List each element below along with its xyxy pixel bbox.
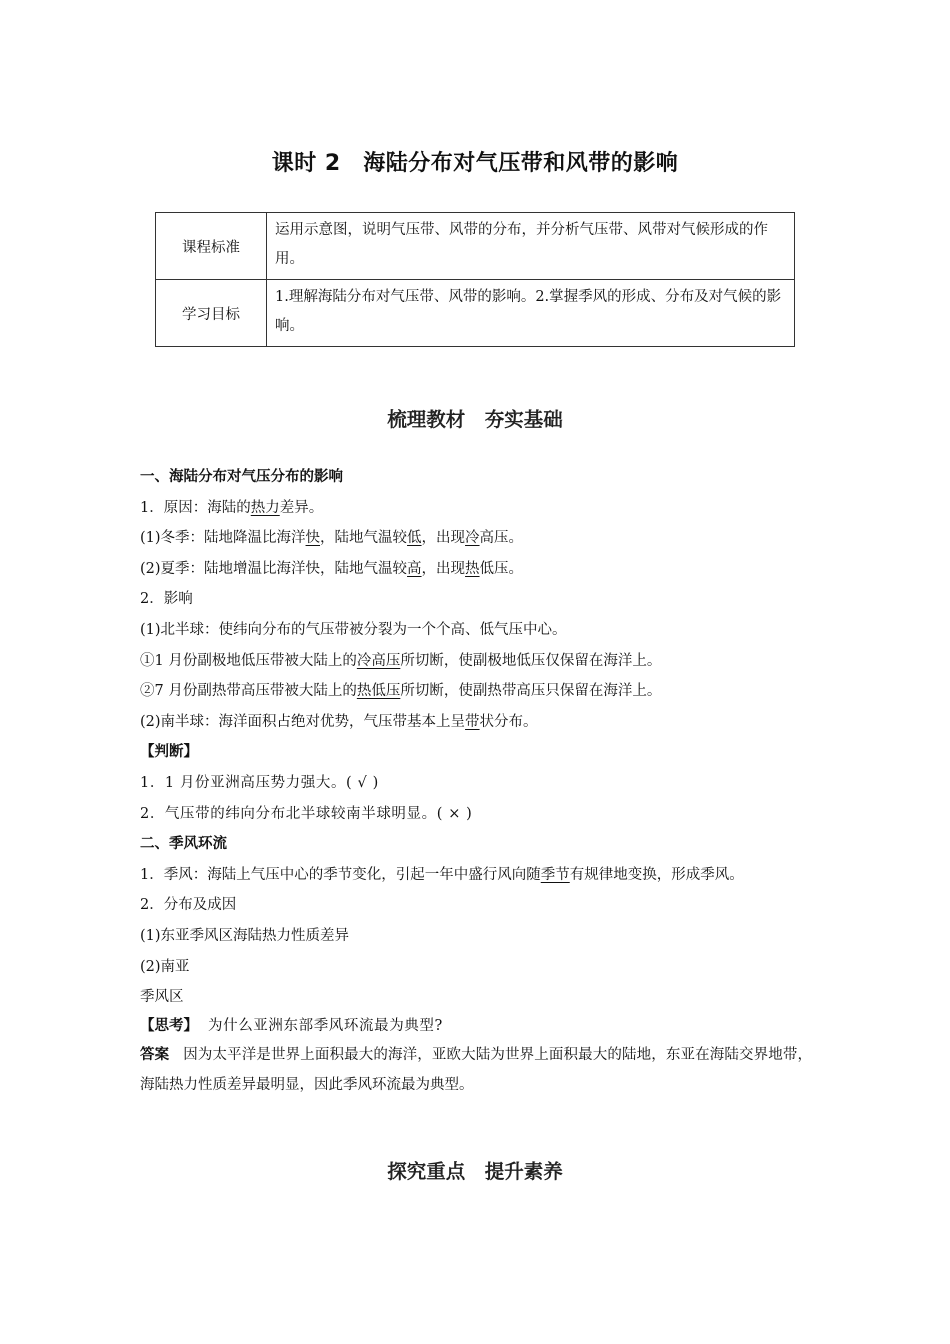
impact-heading: 2．影响	[140, 591, 193, 608]
july-line	[140, 676, 812, 707]
east-asia-line: (1)东亚季风区海陆热力性质差异	[140, 927, 350, 944]
judge-item-2: 2．气压带的纬向分布北半球较南半球明显。( × )	[140, 805, 473, 822]
answer-blank: 热力	[250, 499, 280, 516]
answer-blank: 快	[305, 530, 321, 547]
answer-blank: 高	[407, 560, 422, 577]
answer-blank: 带	[465, 713, 480, 730]
think-label: 【思考】	[140, 1017, 198, 1034]
text-run: (2)夏季：陆地增温比海洋快，陆地气温较	[140, 560, 408, 577]
think-line	[140, 1013, 812, 1040]
standards-table	[155, 212, 795, 347]
text-run: 状分布。	[479, 713, 538, 730]
answer-blank: 热	[465, 560, 480, 577]
text-run: (1)冬季：陆地降温比海洋	[140, 530, 306, 547]
judge-item-1: 1．1 月份亚洲高压势力强大。( √ )	[140, 774, 379, 791]
text-run: ，出现	[421, 530, 466, 547]
distribution-heading: 2．分布及成因	[140, 897, 237, 914]
answer-paragraph	[140, 1040, 812, 1101]
learning-goal-row	[156, 280, 795, 347]
course-standard-label: 课程标准	[156, 213, 267, 280]
text-run: (2)南半球：海洋面积占绝对优势，气压带基本上呈	[140, 713, 466, 730]
cause-line	[140, 493, 812, 524]
text-run: ，出现	[421, 560, 466, 577]
text-run: ，陆地气温较	[320, 530, 408, 547]
text-run: 有规律地变换，形成季风。	[569, 866, 744, 883]
content-body	[140, 462, 812, 1101]
part1-heading: 一、海陆分布对气压分布的影响	[140, 469, 343, 485]
part2-heading: 二、季风环流	[140, 836, 227, 853]
text-run: 高压。	[479, 530, 524, 547]
text-run: 1．原因：海陆的	[140, 499, 251, 516]
text-run: 差异。	[279, 499, 324, 516]
section-heading-inquiry: 探究重点 提升素养	[387, 1160, 563, 1183]
answer-label: 答案	[140, 1046, 170, 1063]
summer-line	[140, 554, 812, 585]
answer-blank: 冷	[465, 530, 480, 547]
answer-blank: 冷高压	[356, 652, 401, 669]
winter-line	[140, 523, 812, 554]
answer-text: 因为太平洋是世界上面积最大的海洋，亚欧大陆为世界上面积最大的陆地，东亚在海陆交界地带，海陆热力性质差异最明显，因此季风环流最为典型。	[140, 1046, 812, 1094]
north-line: (1)北半球：使纬向分布的气压带被分裂为一个个高、低气压中心。	[140, 621, 567, 638]
text-run: ①1 月份副极地低压带被大陆上的	[140, 652, 357, 669]
answer-blank: 低	[407, 530, 422, 547]
monsoon-definition	[140, 860, 812, 891]
answer-blank: 热低压	[356, 683, 401, 700]
text-run: 所切断，使副极地低压仅保留在海洋上。	[400, 652, 662, 669]
learning-goal-text: 1.理解海陆分布对气压带、风带的影响。2.掌握季风的形成、分布及对气候的影响。	[267, 280, 795, 347]
text-run: 所切断，使副热带高压只保留在海洋上。	[400, 683, 662, 700]
lesson-title: 课时 2 海陆分布对气压带和风带的影响	[271, 151, 679, 176]
text-run: 低压。	[479, 560, 524, 577]
judge-heading: 【判断】	[140, 744, 198, 761]
january-line	[140, 646, 812, 677]
think-question: 为什么亚洲东部季风环流最为典型?	[208, 1017, 443, 1034]
south-asia-line: (2)南亚	[140, 958, 190, 975]
answer-blank: 季节	[540, 866, 570, 883]
text-run: ②7 月份副热带高压带被大陆上的	[140, 683, 357, 700]
south-line	[140, 707, 812, 738]
section-heading-basics: 梳理教材 夯实基础	[387, 408, 563, 431]
learning-goal-label: 学习目标	[156, 280, 267, 347]
south-asia-line-2: 季风区	[140, 989, 184, 1006]
course-standard-text: 运用示意图，说明气压带、风带的分布，并分析气压带、风带对气候形成的作用。	[267, 213, 795, 280]
text-run: 1．季风：海陆上气压中心的季节变化，引起一年中盛行风向随	[140, 866, 541, 883]
course-standard-row	[156, 213, 795, 280]
